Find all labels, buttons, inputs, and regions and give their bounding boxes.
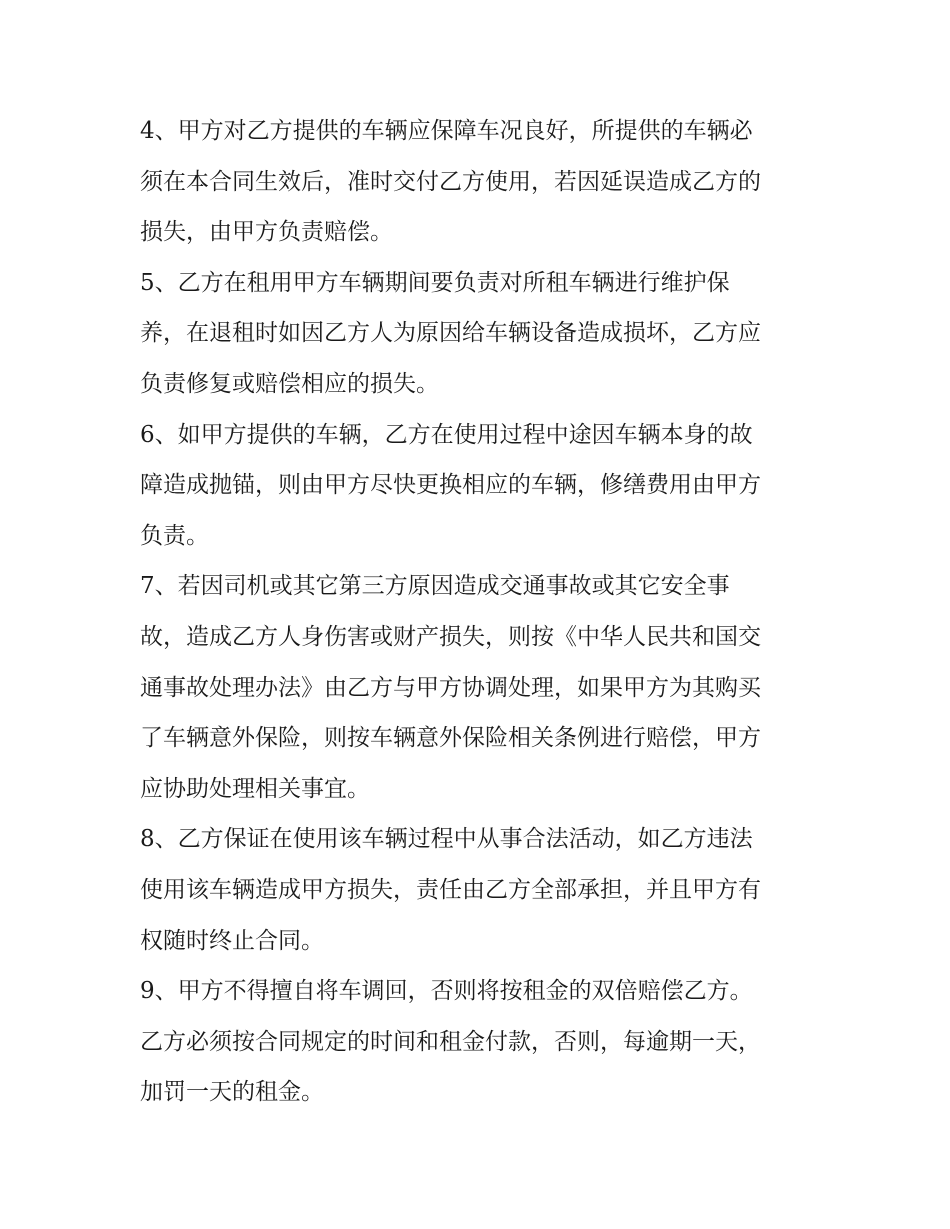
clause-line: 7、若因司机或其它第三方原因造成交通事故或其它安全事 — [140, 573, 730, 600]
clause-9 — [140, 966, 810, 1118]
clause-line: 负责。 — [140, 522, 209, 549]
clause-line: 应协助处理相关事宜。 — [140, 775, 370, 802]
clause-line: 故，造成乙方人身伤害或财产损失，则按《中华人民共和国交 — [140, 623, 761, 650]
clause-line: 9、甲方不得擅自将车调回，否则将按租金的双倍赔偿乙方。 — [140, 978, 753, 1005]
clause-line: 须在本合同生效后，准时交付乙方使用，若因延误造成乙方的 — [140, 168, 761, 195]
contract-clauses — [140, 106, 810, 1118]
clause-line: 乙方必须按合同规定的时间和租金付款，否则，每逾期一天， — [140, 1028, 761, 1055]
clause-line: 5、乙方在租用甲方车辆期间要负责对所租车辆进行维护保 — [140, 269, 730, 296]
clause-6 — [140, 410, 810, 562]
clause-5 — [140, 258, 810, 410]
clause-8 — [140, 814, 810, 966]
clause-line: 障造成抛锚，则由甲方尽快更换相应的车辆，修缮费用由甲方 — [140, 472, 761, 499]
clause-line: 使用该车辆造成甲方损失，责任由乙方全部承担，并且甲方有 — [140, 876, 761, 903]
clause-line: 损失，由甲方负责赔偿。 — [140, 219, 393, 246]
clause-4 — [140, 106, 810, 258]
clause-line: 权随时终止合同。 — [140, 927, 324, 954]
clause-line: 通事故处理办法》由乙方与甲方协调处理，如果甲方为其购买 — [140, 674, 761, 701]
clause-line: 4、甲方对乙方提供的车辆应保障车况良好，所提供的车辆必 — [140, 118, 753, 144]
clause-line: 养，在退租时如因乙方人为原因给车辆设备造成损坏，乙方应 — [140, 320, 761, 347]
clause-line: 6、如甲方提供的车辆，乙方在使用过程中途因车辆本身的故 — [140, 421, 753, 448]
clause-line: 了车辆意外保险，则按车辆意外保险相关条例进行赔偿，甲方 — [140, 725, 761, 752]
clause-line: 负责修复或赔偿相应的损失。 — [140, 370, 439, 397]
clause-line: 加罚一天的租金。 — [140, 1079, 324, 1106]
clause-line: 8、乙方保证在使用该车辆过程中从事合法活动，如乙方违法 — [140, 826, 753, 853]
clause-7 — [140, 561, 810, 814]
